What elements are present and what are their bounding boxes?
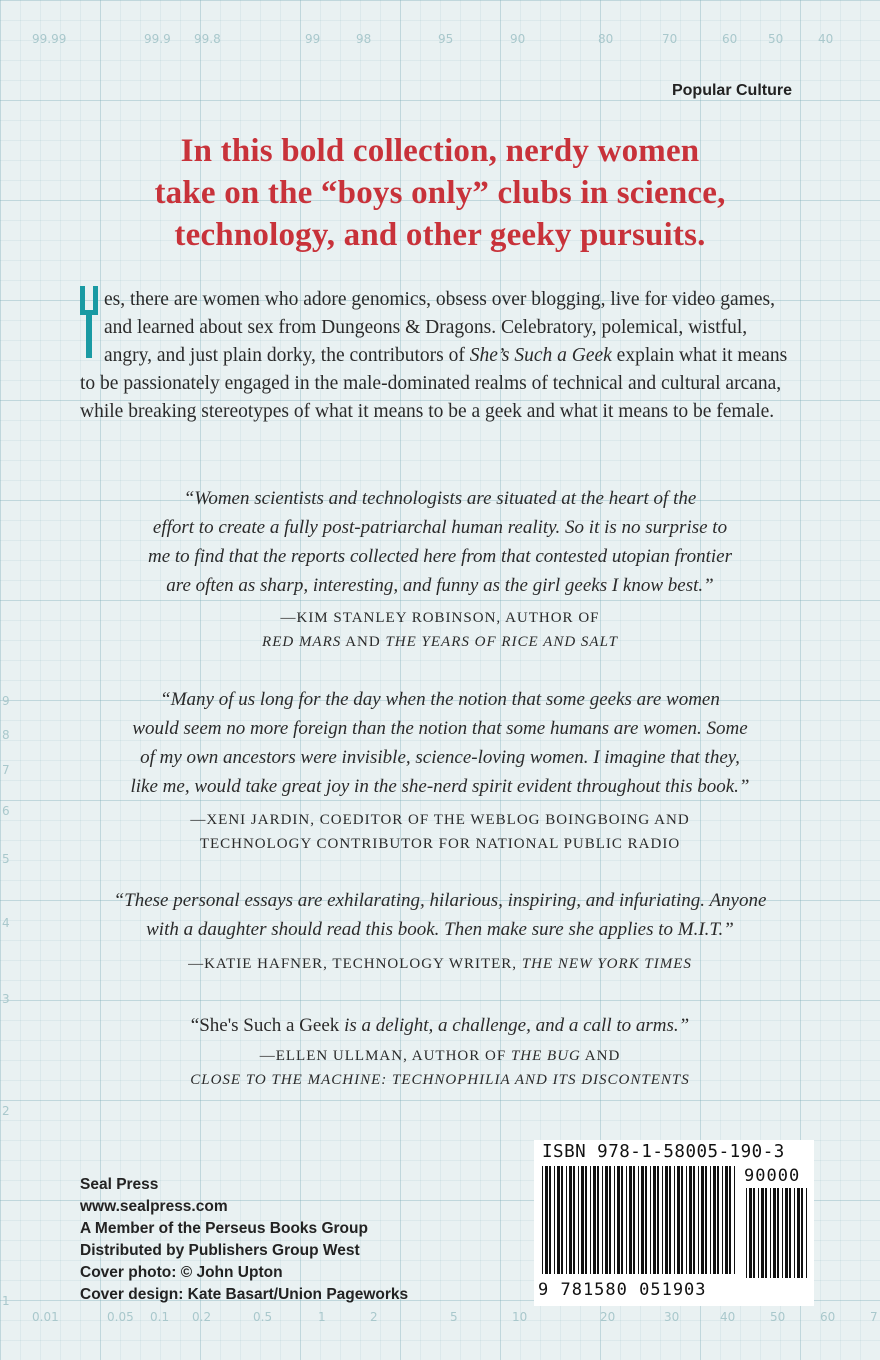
price-code: 90000 xyxy=(744,1166,801,1186)
intro-text: explain what it means to be passionately engaged in the male-dominated realms of technical and cultural arcana, while breaking stereotypes of what it means to be a geek and what it means to be female. xyxy=(80,345,788,422)
quote-line: with a daughter should read this book. Then make sure she applies to M.I.T.” xyxy=(146,919,734,940)
headline-line: take on the “boys only” clubs in science, xyxy=(154,175,726,211)
scale-label: 0.2 xyxy=(192,1310,212,1324)
quote-line: “She's Such a Geek is a delight, a challenge, and a call to arms.” xyxy=(190,1015,690,1036)
publisher-website: www.sealpress.com xyxy=(80,1198,228,1215)
scale-label: 50 xyxy=(770,1310,786,1324)
headline-line: In this bold collection, nerdy women xyxy=(180,133,700,169)
blurb-attribution xyxy=(80,808,800,856)
barcode-addon-bars xyxy=(746,1188,808,1278)
blurb-attribution xyxy=(80,606,800,654)
credit-line: Cover photo: © John Upton xyxy=(80,1264,283,1281)
scale-label: 70 xyxy=(662,32,678,46)
publisher-line: A Member of the Perseus Books Group xyxy=(80,1220,368,1237)
blurb-attribution xyxy=(80,952,800,976)
blurb-quote xyxy=(80,886,800,944)
scale-label: 90 xyxy=(510,32,526,46)
quote-line: “These personal essays are exhilarating, hilarious, inspiring, and infuriating. Anyone xyxy=(113,890,767,911)
scale-label: 20 xyxy=(600,1310,616,1324)
scale-label: 3 xyxy=(2,992,10,1006)
scale-label: 2 xyxy=(2,1104,10,1118)
scale-label: 99.9 xyxy=(144,32,171,46)
scale-label: 99 xyxy=(305,32,321,46)
bottom-scale xyxy=(0,1310,880,1328)
scale-label: 95 xyxy=(438,32,454,46)
scale-label: 9 xyxy=(2,694,10,708)
blurb-quote xyxy=(80,484,800,600)
intro-paragraph xyxy=(80,286,800,426)
publisher-info xyxy=(80,1174,368,1262)
scale-label: 10 xyxy=(512,1310,528,1324)
scale-label: 6 xyxy=(2,804,10,818)
book-title: She’s Such a Geek xyxy=(469,345,612,366)
attribution-line: RED MARS AND THE YEARS OF RICE AND SALT xyxy=(262,634,618,650)
blurb-attribution xyxy=(80,1044,800,1092)
scale-label: 2 xyxy=(370,1310,378,1324)
quote-line: like me, would take great joy in the she-nerd spirit evident throughout this book.” xyxy=(130,776,750,797)
scale-label: 8 xyxy=(2,728,10,742)
scale-label: 7 xyxy=(870,1310,878,1324)
scale-label: 40 xyxy=(818,32,834,46)
attribution-line: —XENI JARDIN, COEDITOR OF THE WEBLOG BOINGBOING AND xyxy=(190,812,690,828)
blurb-quote xyxy=(80,685,800,801)
cover-credits xyxy=(80,1262,408,1306)
scale-label: 5 xyxy=(450,1310,458,1324)
scale-label: 50 xyxy=(768,32,784,46)
scale-label: 7 xyxy=(2,763,10,777)
scale-label: 0.01 xyxy=(32,1310,59,1324)
scale-label: 0.5 xyxy=(253,1310,273,1324)
headline xyxy=(80,130,800,256)
publisher-line: Distributed by Publishers Group West xyxy=(80,1242,360,1259)
isbn-text: ISBN 978-1-58005-190-3 xyxy=(542,1142,785,1162)
attribution-line: —KATIE HAFNER, TECHNOLOGY WRITER, THE NEW YORK TIMES xyxy=(188,956,692,972)
barcode-bars xyxy=(542,1166,736,1274)
scale-label: 60 xyxy=(722,32,738,46)
attribution-line: —KIM STANLEY ROBINSON, AUTHOR OF xyxy=(280,610,600,626)
scale-label: 0.05 xyxy=(107,1310,134,1324)
quote-line: would seem no more foreign than the notion that some humans are women. Some xyxy=(132,718,748,739)
scale-label: 40 xyxy=(720,1310,736,1324)
scale-label: 5 xyxy=(2,852,10,866)
category-label: Popular Culture xyxy=(671,82,792,99)
blurb-quote xyxy=(80,1011,800,1040)
scale-label: 1 xyxy=(318,1310,326,1324)
dropcap-letter xyxy=(80,286,100,358)
headline-line: technology, and other geeky pursuits. xyxy=(174,217,706,253)
scale-label: 1 xyxy=(2,1294,10,1308)
attribution-line: CLOSE TO THE MACHINE: TECHNOPHILIA AND ITS DISCONTENTS xyxy=(190,1072,690,1088)
quote-line: me to find that the reports collected here from that contested utopian frontier xyxy=(148,546,732,567)
barcode xyxy=(534,1140,814,1306)
scale-label: 4 xyxy=(2,916,10,930)
top-scale xyxy=(0,32,880,50)
intro-text: es, there are women who adore genomics, obsess over blogging, live for video games, and learned about sex from Dungeons & Dragons. Celebratory, polemical, wistful, angry, and just plain dorky, the contributors of xyxy=(104,289,775,366)
scale-label: 30 xyxy=(664,1310,680,1324)
scale-label: 98 xyxy=(356,32,372,46)
left-scale xyxy=(2,0,18,1360)
quote-line: are often as sharp, interesting, and funny as the girl geeks I know best.” xyxy=(166,575,714,596)
scale-label: 60 xyxy=(820,1310,836,1324)
scale-label: 99.99 xyxy=(32,32,67,46)
scale-label: 0.1 xyxy=(150,1310,170,1324)
quote-line: “Many of us long for the day when the notion that some geeks are women xyxy=(160,689,720,710)
barcode-number: 9 781580 051903 xyxy=(538,1280,707,1300)
scale-label: 80 xyxy=(598,32,614,46)
scale-label: 99.8 xyxy=(194,32,221,46)
publisher-line: Seal Press xyxy=(80,1176,159,1193)
attribution-line: TECHNOLOGY CONTRIBUTOR FOR NATIONAL PUBLIC RADIO xyxy=(199,836,681,852)
quote-line: “Women scientists and technologists are situated at the heart of the xyxy=(183,488,697,509)
quote-line: effort to create a fully post-patriarchal human reality. So it is no surprise to xyxy=(152,517,728,538)
quote-line: of my own ancestors were invisible, science-loving women. I imagine that they, xyxy=(140,747,740,768)
attribution-line: —ELLEN ULLMAN, AUTHOR OF THE BUG AND xyxy=(259,1048,621,1064)
credit-line: Cover design: Kate Basart/Union Pageworks xyxy=(80,1286,409,1303)
